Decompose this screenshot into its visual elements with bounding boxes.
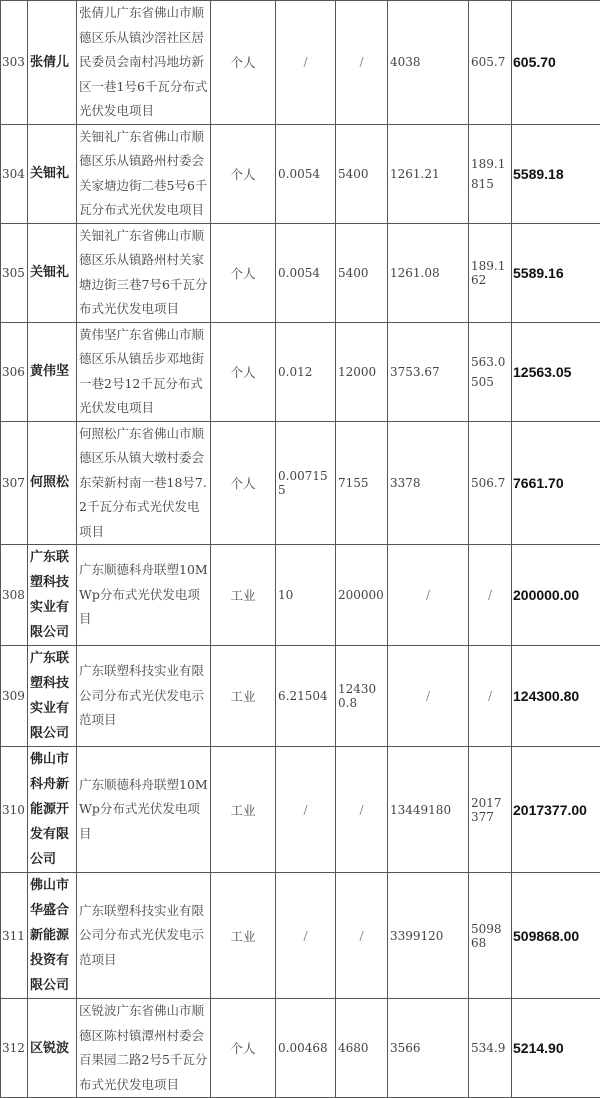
amount-a-cell: 7155 xyxy=(336,421,388,545)
row-number-cell: 312 xyxy=(1,999,28,1098)
amount-a-cell: 5400 xyxy=(336,223,388,322)
applicant-name-cell: 关钿礼 xyxy=(28,223,77,322)
amount-b-cell: 534.9 xyxy=(469,999,512,1098)
total-amount-cell: 509868.00 xyxy=(512,873,600,999)
generation-cell: 4038 xyxy=(388,1,469,125)
total-amount-cell: 200000.00 xyxy=(512,545,600,646)
amount-b-cell: 605.7 xyxy=(469,1,512,125)
capacity-cell: 0.0054 xyxy=(276,223,336,322)
category-cell: 个人 xyxy=(211,223,276,322)
capacity-cell: 6.21504 xyxy=(276,646,336,747)
capacity-cell: 10 xyxy=(276,545,336,646)
total-amount-cell: 5214.90 xyxy=(512,999,600,1098)
project-name-cell: 黄伟坚广东省佛山市顺德区乐从镇岳步邓地街一巷2号12千瓦分布式光伏发电项目 xyxy=(77,322,211,421)
generation-cell: 3753.67 xyxy=(388,322,469,421)
applicant-name-cell: 黄伟坚 xyxy=(28,322,77,421)
generation-cell: 3378 xyxy=(388,421,469,545)
total-amount-cell: 2017377.00 xyxy=(512,747,600,873)
applicant-name-cell: 广东联塑科技实业有限公司 xyxy=(28,545,77,646)
capacity-cell: 0.00468 xyxy=(276,999,336,1098)
category-cell: 个人 xyxy=(211,322,276,421)
amount-a-cell: 12000 xyxy=(336,322,388,421)
row-number-cell: 306 xyxy=(1,322,28,421)
generation-cell: 1261.08 xyxy=(388,223,469,322)
table-row xyxy=(1,646,600,747)
capacity-cell: / xyxy=(276,747,336,873)
applicant-name-cell: 张倩儿 xyxy=(28,1,77,125)
amount-b-cell: 189.1815 xyxy=(469,124,512,223)
amount-a-cell: / xyxy=(336,747,388,873)
generation-cell: / xyxy=(388,646,469,747)
amount-b-cell: 563.0505 xyxy=(469,322,512,421)
table-row xyxy=(1,124,600,223)
amount-a-cell: 4680 xyxy=(336,999,388,1098)
applicant-name-cell: 佛山市科舟新能源开发有限公司 xyxy=(28,747,77,873)
project-name-cell: 广东顺德科舟联塑10MWp分布式光伏发电项目 xyxy=(77,545,211,646)
generation-cell: 1261.21 xyxy=(388,124,469,223)
amount-a-cell: 124300.8 xyxy=(336,646,388,747)
table-row xyxy=(1,873,600,999)
category-cell: 个人 xyxy=(211,124,276,223)
project-name-cell: 关钿礼广东省佛山市顺德区乐从镇路州村关家塘边街三巷7号6千瓦分布式光伏发电项目 xyxy=(77,223,211,322)
row-number-cell: 305 xyxy=(1,223,28,322)
category-cell: 个人 xyxy=(211,1,276,125)
total-amount-cell: 124300.80 xyxy=(512,646,600,747)
table-row xyxy=(1,322,600,421)
total-amount-cell: 605.70 xyxy=(512,1,600,125)
project-name-cell: 广东联塑科技实业有限公司分布式光伏发电示范项目 xyxy=(77,646,211,747)
category-cell: 个人 xyxy=(211,421,276,545)
capacity-cell: / xyxy=(276,873,336,999)
table-row xyxy=(1,747,600,873)
applicant-name-cell: 佛山市华盛合新能源投资有限公司 xyxy=(28,873,77,999)
project-name-cell: 广东顺德科舟联塑10MWp分布式光伏发电项目 xyxy=(77,747,211,873)
applicant-name-cell: 关钿礼 xyxy=(28,124,77,223)
project-name-cell: 何照松广东省佛山市顺德区乐从镇大墩村委会东荣新村南一巷18号7.2千瓦分布式光伏发电项目 xyxy=(77,421,211,545)
generation-cell: 3399120 xyxy=(388,873,469,999)
amount-b-cell: 506.7 xyxy=(469,421,512,545)
applicant-name-cell: 区锐波 xyxy=(28,999,77,1098)
row-number-cell: 303 xyxy=(1,1,28,125)
capacity-cell: / xyxy=(276,1,336,125)
category-cell: 工业 xyxy=(211,747,276,873)
category-cell: 工业 xyxy=(211,873,276,999)
table-row xyxy=(1,1,600,125)
category-cell: 工业 xyxy=(211,646,276,747)
category-cell: 个人 xyxy=(211,999,276,1098)
row-number-cell: 304 xyxy=(1,124,28,223)
capacity-cell: 0.0054 xyxy=(276,124,336,223)
amount-b-cell: / xyxy=(469,545,512,646)
amount-a-cell: 200000 xyxy=(336,545,388,646)
row-number-cell: 309 xyxy=(1,646,28,747)
category-cell: 工业 xyxy=(211,545,276,646)
project-name-cell: 区锐波广东省佛山市顺德区陈村镇潭州村委会百果园二路2号5千瓦分布式光伏发电项目 xyxy=(77,999,211,1098)
applicant-name-cell: 广东联塑科技实业有限公司 xyxy=(28,646,77,747)
row-number-cell: 310 xyxy=(1,747,28,873)
total-amount-cell: 7661.70 xyxy=(512,421,600,545)
total-amount-cell: 5589.16 xyxy=(512,223,600,322)
project-name-cell: 广东联塑科技实业有限公司分布式光伏发电示范项目 xyxy=(77,873,211,999)
amount-b-cell: 189.162 xyxy=(469,223,512,322)
applicant-name-cell: 何照松 xyxy=(28,421,77,545)
capacity-cell: 0.012 xyxy=(276,322,336,421)
amount-a-cell: / xyxy=(336,1,388,125)
total-amount-cell: 12563.05 xyxy=(512,322,600,421)
table-row xyxy=(1,999,600,1098)
amount-b-cell: 2017377 xyxy=(469,747,512,873)
table-row xyxy=(1,545,600,646)
project-name-cell: 张倩儿广东省佛山市顺德区乐从镇沙滘社区居民委员会南村冯地坊新区一巷1号6千瓦分布式光伏发电项目 xyxy=(77,1,211,125)
table-row xyxy=(1,421,600,545)
capacity-cell: 0.007155 xyxy=(276,421,336,545)
amount-b-cell: 509868 xyxy=(469,873,512,999)
generation-cell: / xyxy=(388,545,469,646)
row-number-cell: 307 xyxy=(1,421,28,545)
amount-b-cell: / xyxy=(469,646,512,747)
row-number-cell: 311 xyxy=(1,873,28,999)
amount-a-cell: / xyxy=(336,873,388,999)
generation-cell: 3566 xyxy=(388,999,469,1098)
row-number-cell: 308 xyxy=(1,545,28,646)
table-row xyxy=(1,223,600,322)
project-name-cell: 关钿礼广东省佛山市顺德区乐从镇路州村委会关家塘边街二巷5号6千瓦分布式光伏发电项目 xyxy=(77,124,211,223)
generation-cell: 13449180 xyxy=(388,747,469,873)
amount-a-cell: 5400 xyxy=(336,124,388,223)
total-amount-cell: 5589.18 xyxy=(512,124,600,223)
